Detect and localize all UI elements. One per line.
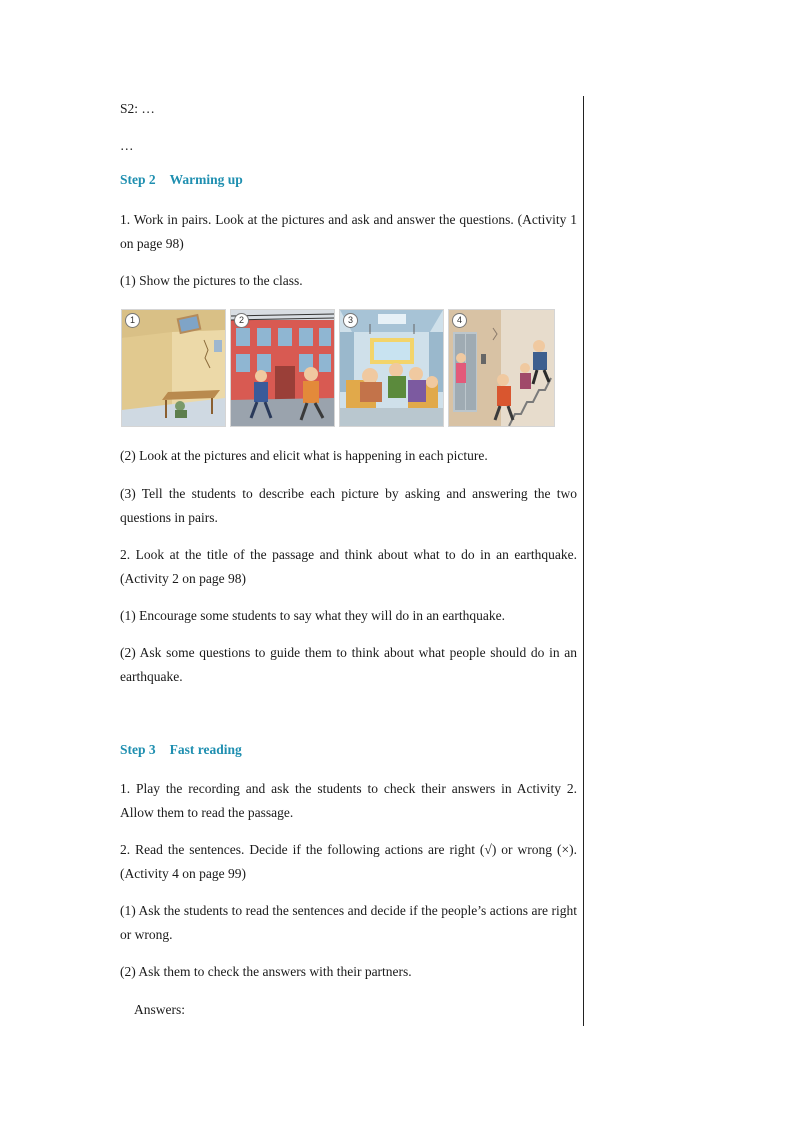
picture-3-number: 3 bbox=[343, 313, 358, 328]
answers-label: Answers: bbox=[134, 1002, 185, 1017]
step3-item2-sub2: (2) Ask them to check the answers with their partners. bbox=[120, 964, 412, 979]
picture-1-illustration bbox=[122, 310, 225, 426]
step2-title: Warming up bbox=[169, 172, 243, 187]
picture-1-number: 1 bbox=[125, 313, 140, 328]
picture-4 bbox=[448, 309, 555, 427]
ellipsis-line: … bbox=[120, 138, 134, 153]
step3-title: Fast reading bbox=[169, 742, 242, 757]
step2-item1: 1. Work in pairs. Look at the pictures and ask and answer the questions. (Activity 1 on page 98) bbox=[120, 212, 577, 251]
picture-3-illustration bbox=[340, 310, 443, 426]
step2-item1-sub2: (2) Look at the pictures and elicit what is happening in each picture. bbox=[120, 448, 488, 463]
step2-item2-sub1: (1) Encourage some students to say what they will do in an earthquake. bbox=[120, 608, 506, 623]
picture-2-number: 2 bbox=[234, 313, 249, 328]
picture-2-illustration bbox=[231, 310, 334, 426]
dialogue-line-s2: S2: … bbox=[120, 101, 155, 116]
step2-item2: 2. Look at the title of the passage and think about what to do in an earthquake. (Activity 2 on page 98) bbox=[120, 547, 577, 586]
step3-item2-sub1: (1) Ask the students to read the sentences and decide if the people’s actions are right or wrong. bbox=[120, 903, 577, 942]
picture-1 bbox=[121, 309, 226, 427]
step3-item1: 1. Play the recording and ask the students to check their answers in Activity 2. Allow them to read the passage. bbox=[120, 781, 577, 820]
step3-number: Step 3 bbox=[120, 742, 156, 757]
picture-3 bbox=[339, 309, 444, 427]
picture-4-illustration bbox=[449, 310, 554, 426]
step2-item2-sub2: (2) Ask some questions to guide them to think about what people should do in an earthquake. bbox=[120, 645, 577, 684]
picture-2 bbox=[230, 309, 335, 427]
step2-item1-sub1: (1) Show the pictures to the class. bbox=[120, 273, 303, 288]
step2-number: Step 2 bbox=[120, 172, 156, 187]
step2-item1-sub3: (3) Tell the students to describe each picture by asking and answering the two questions in pairs. bbox=[120, 486, 577, 525]
step3-heading bbox=[120, 742, 242, 758]
picture-4-number: 4 bbox=[452, 313, 467, 328]
step2-heading bbox=[120, 172, 243, 188]
column-divider bbox=[583, 96, 584, 1026]
step3-item2: 2. Read the sentences. Decide if the following actions are right (√) or wrong (×). (Activity 4 on page 99) bbox=[120, 842, 577, 881]
